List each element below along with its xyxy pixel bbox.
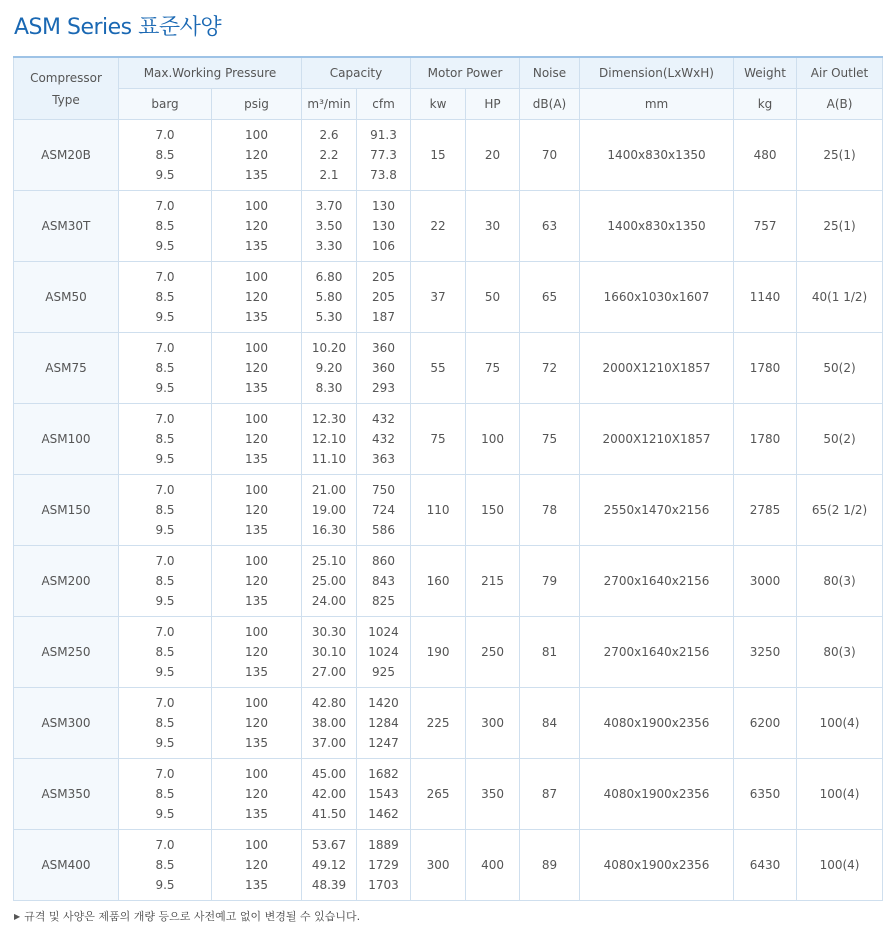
psig-cell <box>212 404 302 475</box>
m3min-cell-value: 48.39 <box>311 878 347 892</box>
model-cell: ASM350 <box>14 759 119 830</box>
air-outlet-cell: 25(1) <box>797 191 883 262</box>
compressor-type-header-line2: Type <box>52 92 80 107</box>
table-row <box>14 759 883 830</box>
table-row <box>14 475 883 546</box>
cfm-cell <box>357 830 411 901</box>
psig-cell-value: 135 <box>245 807 268 821</box>
dimension-cell: 1660x1030x1607 <box>580 262 734 333</box>
psig-cell-value: 120 <box>245 858 268 872</box>
cfm-cell-value: 1729 <box>368 858 399 872</box>
kw-cell: 15 <box>411 120 466 191</box>
noise-cell: 65 <box>520 262 580 333</box>
air-outlet-header: Air Outlet <box>797 57 883 89</box>
psig-cell <box>212 191 302 262</box>
hp-cell: 350 <box>466 759 520 830</box>
barg-cell-value: 7.0 <box>155 128 175 142</box>
psig-cell-value: 100 <box>245 341 268 355</box>
cfm-cell-value: 724 <box>372 503 395 517</box>
page-title: ASM Series 표준사양 <box>14 15 222 40</box>
psig-cell-value: 100 <box>245 128 268 142</box>
barg-cell-value: 9.5 <box>155 523 175 537</box>
m3min-cell-value: 24.00 <box>311 594 347 608</box>
psig-cell-value: 100 <box>245 199 268 213</box>
kw-cell: 190 <box>411 617 466 688</box>
barg-cell-value: 9.5 <box>155 807 175 821</box>
dimension-cell: 2700x1640x2156 <box>580 617 734 688</box>
kw-cell: 160 <box>411 546 466 617</box>
cfm-cell-value: 1889 <box>368 838 399 852</box>
cfm-cell <box>357 759 411 830</box>
psig-cell <box>212 830 302 901</box>
dimension-cell: 4080x1900x2356 <box>580 759 734 830</box>
kw-cell: 225 <box>411 688 466 759</box>
dimension-cell: 2550x1470x2156 <box>580 475 734 546</box>
noise-cell: 89 <box>520 830 580 901</box>
psig-cell-value: 100 <box>245 625 268 639</box>
table-row <box>14 262 883 333</box>
psig-cell <box>212 688 302 759</box>
weight-cell: 757 <box>734 191 797 262</box>
barg-cell-value: 9.5 <box>155 239 175 253</box>
spec-note <box>14 908 360 924</box>
barg-cell-value: 7.0 <box>155 625 175 639</box>
m3min-cell-value: 37.00 <box>311 736 347 750</box>
psig-cell-value: 120 <box>245 361 268 375</box>
kw-cell: 300 <box>411 830 466 901</box>
barg-cell <box>119 262 212 333</box>
cfm-cell-value: 360 <box>372 341 395 355</box>
m3min-cell-value: 2.6 <box>319 128 339 142</box>
psig-cell-value: 120 <box>245 503 268 517</box>
unit-cfm: cfm <box>357 89 411 120</box>
psig-cell <box>212 120 302 191</box>
cfm-cell-value: 925 <box>372 665 395 679</box>
cfm-cell-value: 130 <box>372 199 395 213</box>
cfm-cell-value: 860 <box>372 554 395 568</box>
m3min-cell <box>302 617 357 688</box>
cfm-cell-value: 360 <box>372 361 395 375</box>
cfm-cell <box>357 546 411 617</box>
m3min-cell-value: 11.10 <box>311 452 347 466</box>
air-outlet-cell: 40(1 1/2) <box>797 262 883 333</box>
table-row <box>14 617 883 688</box>
kw-cell: 265 <box>411 759 466 830</box>
cfm-cell-value: 1024 <box>368 645 399 659</box>
m3min-cell <box>302 688 357 759</box>
dimension-header: Dimension(LxWxH) <box>580 57 734 89</box>
barg-cell-value: 7.0 <box>155 838 175 852</box>
hp-cell: 30 <box>466 191 520 262</box>
air-outlet-cell: 65(2 1/2) <box>797 475 883 546</box>
unit-kw: kw <box>411 89 466 120</box>
barg-cell-value: 8.5 <box>155 858 175 872</box>
barg-cell-value: 9.5 <box>155 168 175 182</box>
barg-cell-value: 9.5 <box>155 594 175 608</box>
cfm-cell-value: 77.3 <box>370 148 397 162</box>
m3min-cell <box>302 120 357 191</box>
m3min-cell-value: 10.20 <box>311 341 347 355</box>
unit-mm: mm <box>580 89 734 120</box>
barg-cell <box>119 404 212 475</box>
model-cell: ASM200 <box>14 546 119 617</box>
psig-cell-value: 135 <box>245 239 268 253</box>
table-row <box>14 120 883 191</box>
cfm-cell-value: 1284 <box>368 716 399 730</box>
dimension-cell: 2000X1210X1857 <box>580 404 734 475</box>
cfm-cell-value: 586 <box>372 523 395 537</box>
psig-cell-value: 100 <box>245 554 268 568</box>
cfm-cell-value: 73.8 <box>370 168 397 182</box>
psig-cell-value: 135 <box>245 310 268 324</box>
pressure-header: Max.Working Pressure <box>119 57 302 89</box>
spec-note-text: 규격 및 사양은 제품의 개량 등으로 사전예고 없이 변경될 수 있습니다. <box>24 910 361 923</box>
psig-cell <box>212 333 302 404</box>
hp-cell: 50 <box>466 262 520 333</box>
air-outlet-cell: 50(2) <box>797 333 883 404</box>
cfm-cell-value: 1024 <box>368 625 399 639</box>
cfm-cell-value: 843 <box>372 574 395 588</box>
m3min-cell-value: 19.00 <box>311 503 347 517</box>
psig-cell-value: 100 <box>245 412 268 426</box>
cfm-cell-value: 205 <box>372 270 395 284</box>
air-outlet-cell: 50(2) <box>797 404 883 475</box>
barg-cell-value: 9.5 <box>155 878 175 892</box>
m3min-cell-value: 42.80 <box>311 696 347 710</box>
cfm-cell-value: 825 <box>372 594 395 608</box>
cfm-cell-value: 130 <box>372 219 395 233</box>
hp-cell: 250 <box>466 617 520 688</box>
psig-cell-value: 120 <box>245 432 268 446</box>
spec-table-body <box>14 120 883 901</box>
table-row <box>14 546 883 617</box>
barg-cell-value: 7.0 <box>155 412 175 426</box>
cfm-cell-value: 363 <box>372 452 395 466</box>
dimension-cell: 4080x1900x2356 <box>580 688 734 759</box>
noise-cell: 70 <box>520 120 580 191</box>
psig-cell-value: 120 <box>245 645 268 659</box>
m3min-cell-value: 9.20 <box>315 361 343 375</box>
hp-cell: 150 <box>466 475 520 546</box>
m3min-cell-value: 8.30 <box>315 381 343 395</box>
noise-cell: 87 <box>520 759 580 830</box>
model-cell: ASM300 <box>14 688 119 759</box>
m3min-cell <box>302 759 357 830</box>
hp-cell: 20 <box>466 120 520 191</box>
m3min-cell-value: 16.30 <box>311 523 347 537</box>
barg-cell-value: 7.0 <box>155 483 175 497</box>
air-outlet-cell: 80(3) <box>797 546 883 617</box>
m3min-cell-value: 38.00 <box>311 716 347 730</box>
barg-cell-value: 9.5 <box>155 381 175 395</box>
barg-cell-value: 9.5 <box>155 665 175 679</box>
barg-cell-value: 7.0 <box>155 554 175 568</box>
psig-cell-value: 135 <box>245 452 268 466</box>
barg-cell-value: 7.0 <box>155 199 175 213</box>
table-row <box>14 830 883 901</box>
cfm-cell <box>357 475 411 546</box>
m3min-cell <box>302 262 357 333</box>
barg-cell-value: 7.0 <box>155 767 175 781</box>
model-cell: ASM75 <box>14 333 119 404</box>
psig-cell <box>212 617 302 688</box>
barg-cell-value: 8.5 <box>155 716 175 730</box>
cfm-cell-value: 432 <box>372 412 395 426</box>
psig-cell-value: 120 <box>245 290 268 304</box>
model-cell: ASM150 <box>14 475 119 546</box>
psig-cell-value: 120 <box>245 574 268 588</box>
barg-cell <box>119 475 212 546</box>
cfm-cell-value: 432 <box>372 432 395 446</box>
barg-cell <box>119 830 212 901</box>
cfm-cell-value: 91.3 <box>370 128 397 142</box>
cfm-cell-value: 1420 <box>368 696 399 710</box>
barg-cell-value: 9.5 <box>155 452 175 466</box>
psig-cell-value: 135 <box>245 665 268 679</box>
model-cell: ASM250 <box>14 617 119 688</box>
m3min-cell-value: 25.10 <box>311 554 347 568</box>
unit-m3min: m³/min <box>302 89 357 120</box>
cfm-cell-value: 205 <box>372 290 395 304</box>
noise-cell: 84 <box>520 688 580 759</box>
hp-cell: 400 <box>466 830 520 901</box>
noise-cell: 81 <box>520 617 580 688</box>
unit-ab: A(B) <box>797 89 883 120</box>
table-row <box>14 191 883 262</box>
cfm-cell <box>357 404 411 475</box>
barg-cell <box>119 191 212 262</box>
m3min-cell-value: 5.80 <box>315 290 343 304</box>
m3min-cell-value: 12.10 <box>311 432 347 446</box>
weight-cell: 2785 <box>734 475 797 546</box>
weight-header: Weight <box>734 57 797 89</box>
psig-cell-value: 120 <box>245 148 268 162</box>
spec-table <box>13 56 883 901</box>
m3min-cell-value: 6.80 <box>315 270 343 284</box>
kw-cell: 22 <box>411 191 466 262</box>
barg-cell <box>119 688 212 759</box>
barg-cell-value: 8.5 <box>155 645 175 659</box>
air-outlet-cell: 80(3) <box>797 617 883 688</box>
psig-cell <box>212 546 302 617</box>
cfm-cell-value: 750 <box>372 483 395 497</box>
compressor-type-header <box>14 57 119 120</box>
cfm-cell-value: 1682 <box>368 767 399 781</box>
m3min-cell <box>302 475 357 546</box>
unit-dba: dB(A) <box>520 89 580 120</box>
cfm-cell <box>357 120 411 191</box>
triangle-right-icon: ▶ <box>14 912 21 921</box>
psig-cell-value: 100 <box>245 270 268 284</box>
barg-cell-value: 7.0 <box>155 696 175 710</box>
m3min-cell-value: 53.67 <box>311 838 347 852</box>
m3min-cell-value: 42.00 <box>311 787 347 801</box>
table-row <box>14 333 883 404</box>
barg-cell-value: 9.5 <box>155 736 175 750</box>
psig-cell-value: 135 <box>245 381 268 395</box>
capacity-header: Capacity <box>302 57 411 89</box>
hp-cell: 300 <box>466 688 520 759</box>
m3min-cell-value: 45.00 <box>311 767 347 781</box>
m3min-cell-value: 3.70 <box>315 199 343 213</box>
weight-cell: 6350 <box>734 759 797 830</box>
model-cell: ASM30T <box>14 191 119 262</box>
dimension-cell: 1400x830x1350 <box>580 191 734 262</box>
psig-cell <box>212 475 302 546</box>
dimension-cell: 2700x1640x2156 <box>580 546 734 617</box>
cfm-cell <box>357 262 411 333</box>
cfm-cell-value: 1703 <box>368 878 399 892</box>
cfm-cell-value: 1247 <box>368 736 399 750</box>
air-outlet-cell: 100(4) <box>797 688 883 759</box>
weight-cell: 480 <box>734 120 797 191</box>
kw-cell: 110 <box>411 475 466 546</box>
m3min-cell <box>302 191 357 262</box>
m3min-cell-value: 2.1 <box>319 168 339 182</box>
psig-cell-value: 135 <box>245 878 268 892</box>
unit-kg: kg <box>734 89 797 120</box>
noise-cell: 75 <box>520 404 580 475</box>
cfm-cell-value: 106 <box>372 239 395 253</box>
m3min-cell-value: 12.30 <box>311 412 347 426</box>
m3min-cell-value: 3.30 <box>315 239 343 253</box>
psig-cell-value: 135 <box>245 523 268 537</box>
model-cell: ASM50 <box>14 262 119 333</box>
hp-cell: 75 <box>466 333 520 404</box>
m3min-cell-value: 5.30 <box>315 310 343 324</box>
barg-cell <box>119 120 212 191</box>
barg-cell-value: 8.5 <box>155 432 175 446</box>
psig-cell-value: 135 <box>245 736 268 750</box>
model-cell: ASM100 <box>14 404 119 475</box>
barg-cell-value: 8.5 <box>155 219 175 233</box>
kw-cell: 37 <box>411 262 466 333</box>
m3min-cell-value: 41.50 <box>311 807 347 821</box>
kw-cell: 75 <box>411 404 466 475</box>
m3min-cell-value: 2.2 <box>319 148 339 162</box>
cfm-cell-value: 187 <box>372 310 395 324</box>
m3min-cell-value: 3.50 <box>315 219 343 233</box>
barg-cell-value: 8.5 <box>155 503 175 517</box>
m3min-cell <box>302 546 357 617</box>
psig-cell-value: 120 <box>245 787 268 801</box>
unit-barg: barg <box>119 89 212 120</box>
m3min-cell <box>302 830 357 901</box>
weight-cell: 1140 <box>734 262 797 333</box>
motor-power-header: Motor Power <box>411 57 520 89</box>
noise-cell: 79 <box>520 546 580 617</box>
barg-cell <box>119 759 212 830</box>
cfm-cell-value: 1462 <box>368 807 399 821</box>
cfm-cell <box>357 333 411 404</box>
cfm-cell-value: 1543 <box>368 787 399 801</box>
model-cell: ASM20B <box>14 120 119 191</box>
psig-cell-value: 100 <box>245 696 268 710</box>
weight-cell: 3250 <box>734 617 797 688</box>
m3min-cell-value: 21.00 <box>311 483 347 497</box>
cfm-cell <box>357 617 411 688</box>
table-row <box>14 688 883 759</box>
air-outlet-cell: 100(4) <box>797 830 883 901</box>
m3min-cell <box>302 404 357 475</box>
psig-cell-value: 135 <box>245 168 268 182</box>
m3min-cell <box>302 333 357 404</box>
weight-cell: 1780 <box>734 333 797 404</box>
dimension-cell: 4080x1900x2356 <box>580 830 734 901</box>
cfm-cell <box>357 688 411 759</box>
psig-cell <box>212 759 302 830</box>
psig-cell-value: 135 <box>245 594 268 608</box>
noise-cell: 78 <box>520 475 580 546</box>
noise-cell: 72 <box>520 333 580 404</box>
weight-cell: 1780 <box>734 404 797 475</box>
barg-cell-value: 7.0 <box>155 270 175 284</box>
barg-cell-value: 8.5 <box>155 787 175 801</box>
cfm-cell <box>357 191 411 262</box>
weight-cell: 6200 <box>734 688 797 759</box>
weight-cell: 3000 <box>734 546 797 617</box>
m3min-cell-value: 49.12 <box>311 858 347 872</box>
barg-cell <box>119 333 212 404</box>
barg-cell-value: 8.5 <box>155 290 175 304</box>
cfm-cell-value: 293 <box>372 381 395 395</box>
psig-cell-value: 100 <box>245 483 268 497</box>
dimension-cell: 1400x830x1350 <box>580 120 734 191</box>
hp-cell: 100 <box>466 404 520 475</box>
kw-cell: 55 <box>411 333 466 404</box>
barg-cell <box>119 546 212 617</box>
weight-cell: 6430 <box>734 830 797 901</box>
psig-cell-value: 120 <box>245 716 268 730</box>
m3min-cell-value: 25.00 <box>311 574 347 588</box>
barg-cell <box>119 617 212 688</box>
barg-cell-value: 9.5 <box>155 310 175 324</box>
barg-cell-value: 8.5 <box>155 361 175 375</box>
psig-cell-value: 100 <box>245 767 268 781</box>
compressor-type-header-line1: Compressor <box>30 70 102 85</box>
m3min-cell-value: 27.00 <box>311 665 347 679</box>
table-row <box>14 404 883 475</box>
m3min-cell-value: 30.10 <box>311 645 347 659</box>
barg-cell-value: 7.0 <box>155 341 175 355</box>
psig-cell-value: 100 <box>245 838 268 852</box>
air-outlet-cell: 25(1) <box>797 120 883 191</box>
psig-cell-value: 120 <box>245 219 268 233</box>
m3min-cell-value: 30.30 <box>311 625 347 639</box>
psig-cell <box>212 262 302 333</box>
air-outlet-cell: 100(4) <box>797 759 883 830</box>
barg-cell-value: 8.5 <box>155 148 175 162</box>
unit-hp: HP <box>466 89 520 120</box>
noise-cell: 63 <box>520 191 580 262</box>
dimension-cell: 2000X1210X1857 <box>580 333 734 404</box>
unit-psig: psig <box>212 89 302 120</box>
barg-cell-value: 8.5 <box>155 574 175 588</box>
noise-header: Noise <box>520 57 580 89</box>
model-cell: ASM400 <box>14 830 119 901</box>
hp-cell: 215 <box>466 546 520 617</box>
